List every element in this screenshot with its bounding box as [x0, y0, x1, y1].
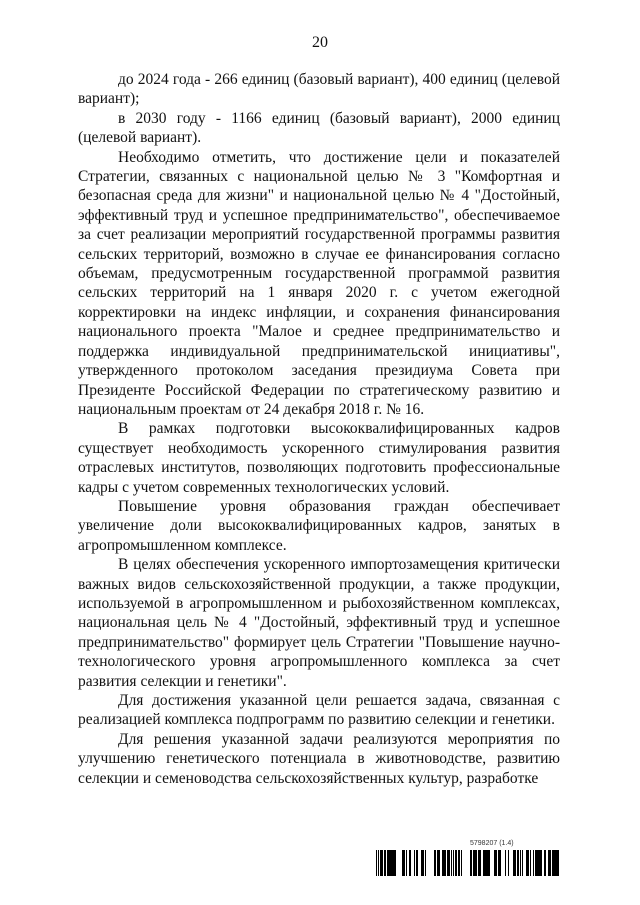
- paragraph: Для решения указанной задачи реализуются мероприятия по улучшению генетического потенциала в животноводстве, развитию селекции и семеноводства сельскохозяйственных культур, разработке: [78, 730, 560, 787]
- paragraph: Повышение уровня образования граждан обеспечивает увеличение доли высококвалифицированных кадров, занятых в агропромышленном комплексе.: [78, 497, 560, 554]
- paragraph: В рамках подготовки высококвалифицированных кадров существует необходимость ускоренного стимулирования развития отраслевых институтов, позволяющих подготовить профессиональные кадры с учетом современных технологических условий.: [78, 420, 560, 496]
- paragraph: Для достижения указанной цели решается задача, связанная с реализацией комплекса подпрограмм по развитию селекции и генетики.: [78, 692, 560, 729]
- page-number: 20: [312, 34, 328, 51]
- paragraph: В целях обеспечения ускоренного импортозамещения критически важных видов сельскохозяйственной продукции, а также продукции, используемой в агропромышленном и рыбохозяйственном комплексах, национальная цель № 4 "Достойный, эффективный труд и успешное предпринимательство" формирует цель Стратегии "Повышение научно-технологического уровня агропромышленного комплекса за счет развития селекции и генетики".: [78, 556, 560, 690]
- barcode-area: [376, 840, 564, 884]
- document-body: [78, 70, 560, 788]
- barcode-code: 5798207 (1.4): [470, 840, 514, 847]
- paragraph: до 2024 года - 266 единиц (базовый вариант), 400 единиц (целевой вариант);: [78, 71, 560, 108]
- paragraph: в 2030 году - 1166 единиц (базовый вариант), 2000 единиц (целевой вариант).: [78, 109, 560, 147]
- paragraph: Необходимо отметить, что достижение цели и показателей Стратегии, связанных с национальной целью № 3 "Комфортная и безопасная среда для жизни" и национальной целью № 4 "Достойный, эффективный труд и успешное предпринимательство", обеспечиваемое за счет реализации мероприятий государственной программы развития сельских территорий, возможно в случае ее финансирования согласно объемам, предусмотренным государственной программой развития сельских территорий на 1 января 2020 г. с учетом ежегодной корректировки на индекс инфляции, и сохранения финансирования национального проекта "Малое и среднее предпринимательство и поддержка индивидуальной предпринимательской инициативы", утвержденного протоколом заседания президиума Совета при Президенте Российской Федерации по стратегическому развитию и национальным проектам от 24 декабря 2018 г. № 16.: [78, 148, 560, 418]
- barcode-icon: [376, 850, 564, 876]
